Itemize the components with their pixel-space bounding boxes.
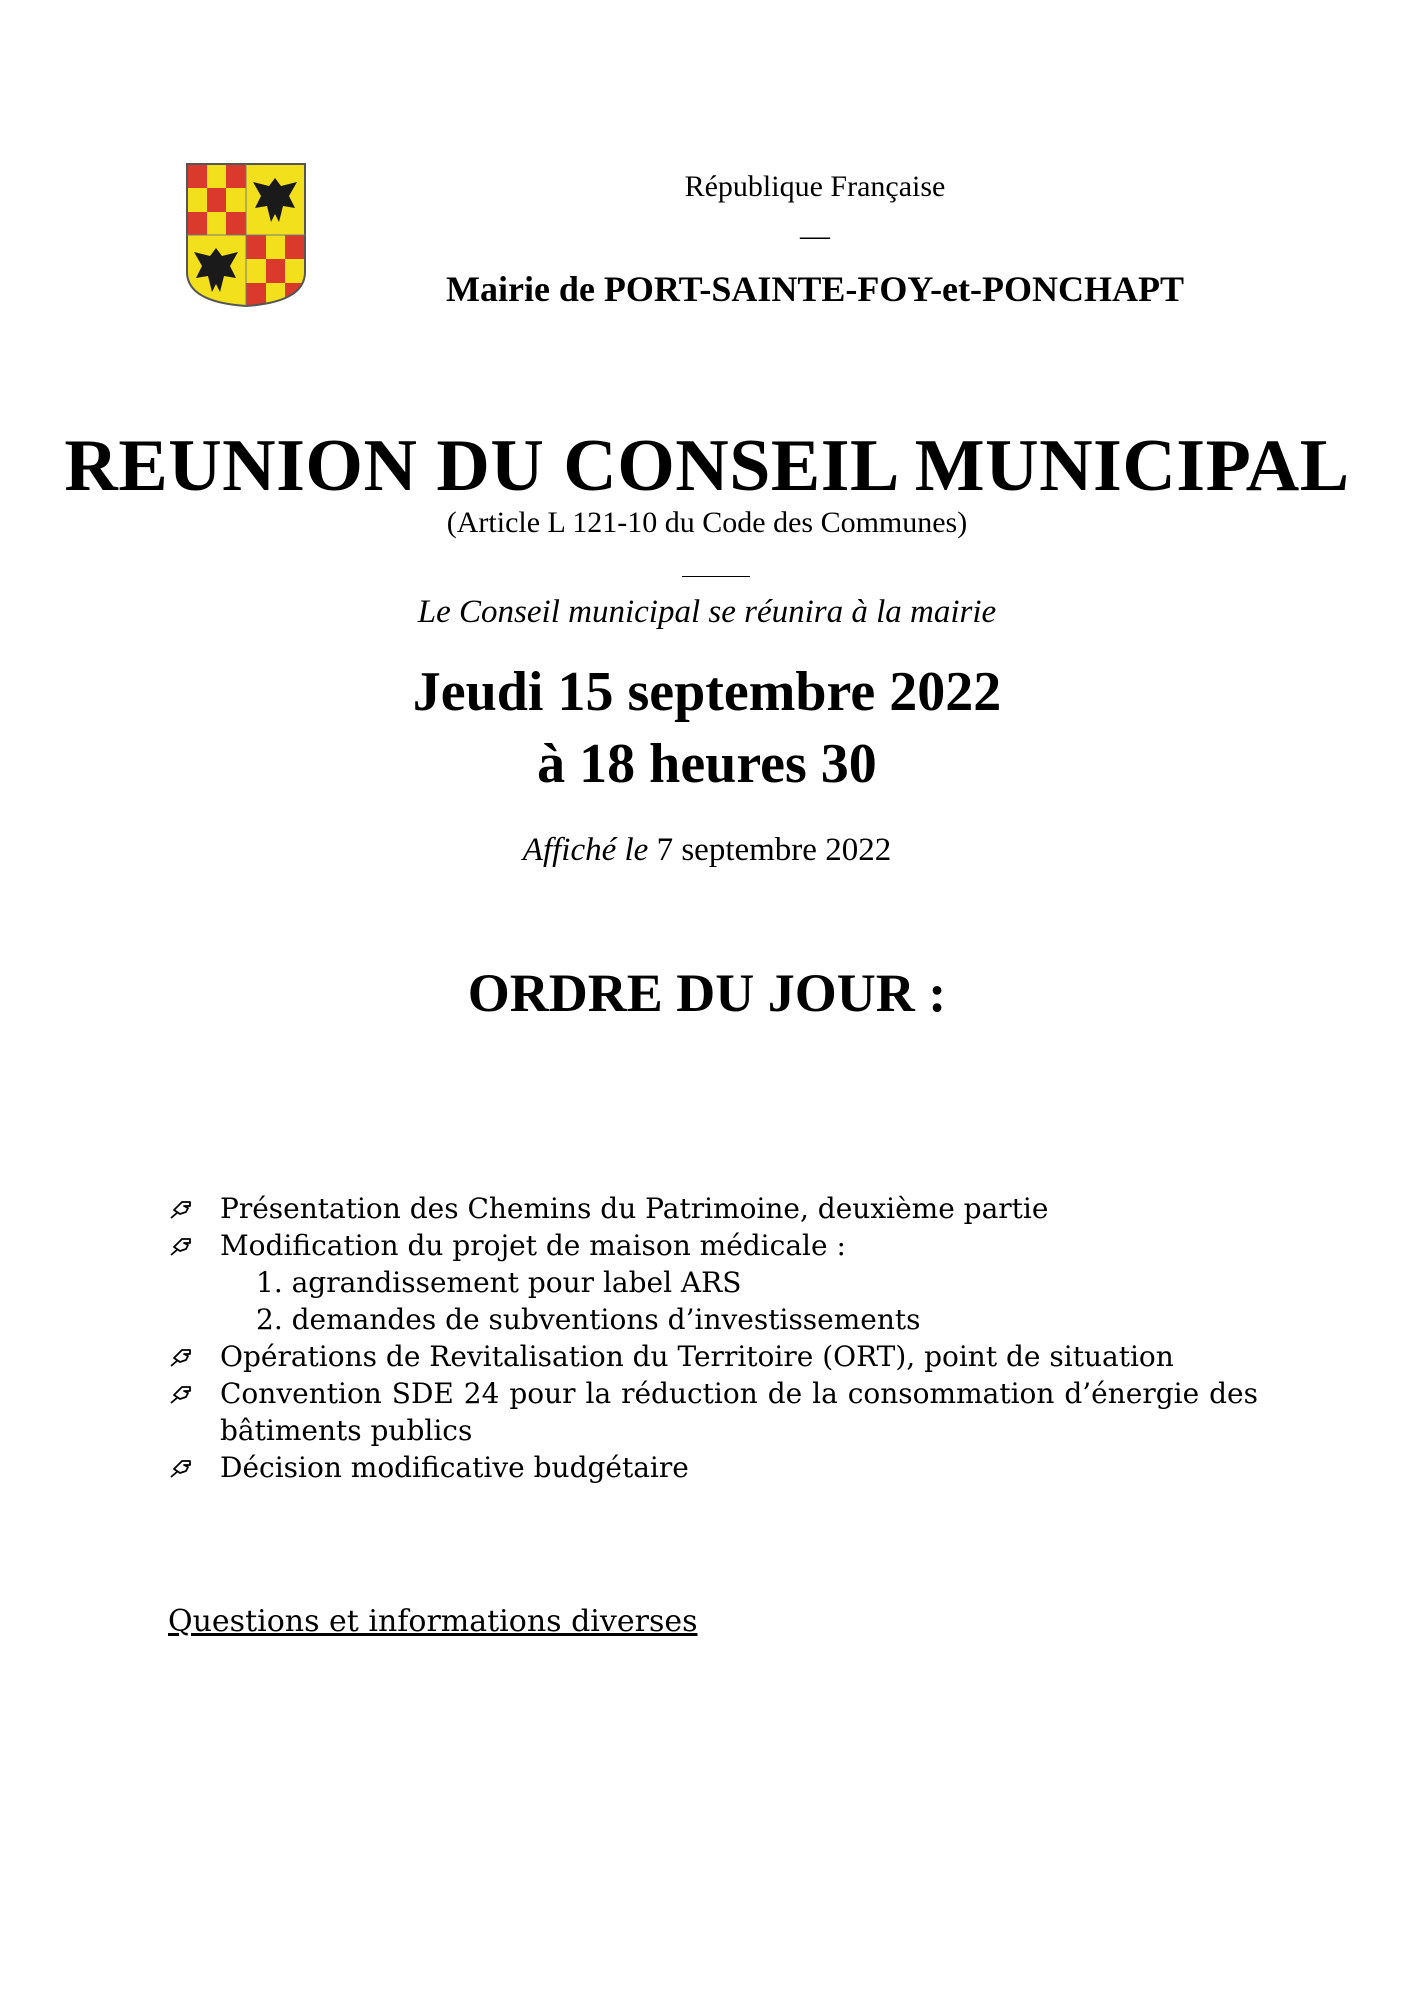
pointing-hand-icon [168, 1196, 196, 1222]
meeting-location-text: Le Conseil municipal se réunira à la mairie [417, 594, 997, 630]
list-item [168, 1375, 1258, 1449]
coat-of-arms-crest [185, 162, 307, 308]
pointing-hand-icon [168, 1455, 196, 1481]
pointing-hand-icon [168, 1381, 196, 1407]
list-item [168, 1449, 1258, 1486]
meeting-date: Jeudi 15 septembre 2022 [412, 661, 1002, 723]
pointing-hand-icon [168, 1233, 196, 1259]
posted-label: Affiché le [522, 832, 649, 868]
meeting-time: à 18 heures 30 [537, 733, 877, 795]
list-item [168, 1338, 1258, 1375]
agenda-subitem: 2. demandes de subventions d’investissements [256, 1303, 921, 1336]
agenda-item-text: Opérations de Revitalisation du Territoire (ORT), point de situation [220, 1340, 1174, 1373]
posted-date [0, 832, 1414, 869]
agenda-list [168, 1190, 1258, 1486]
list-item [168, 1190, 1258, 1227]
agenda-item-text: Modification du projet de maison médicale : [220, 1229, 846, 1262]
agenda-subitem: 1. agrandissement pour label ARS [256, 1266, 742, 1299]
posted-date-value: 7 septembre 2022 [656, 832, 892, 868]
agenda-item-text: Décision modificative budgétaire [220, 1451, 689, 1484]
agenda-item-text: Présentation des Chemins du Patrimoine, deuxième partie [220, 1192, 1049, 1225]
questions-heading: Questions et informations diverses [168, 1604, 698, 1639]
mairie-name: Mairie de PORT-SAINTE-FOY-et-PONCHAPT [445, 269, 1185, 309]
divider [682, 576, 750, 577]
republic-label: République Française [684, 170, 946, 203]
list-item [168, 1227, 1258, 1264]
agenda-title: ORDRE DU JOUR : [467, 963, 947, 1023]
page-title: REUNION DU CONSEIL MUNICIPAL [64, 425, 1350, 507]
header-dash: — [800, 219, 830, 252]
article-reference: (Article L 121-10 du Code des Communes) [446, 506, 968, 539]
pointing-hand-icon [168, 1344, 196, 1370]
agenda-item-text: Convention SDE 24 pour la réduction de la consommation d’énergie des bâtiments publics [220, 1377, 1258, 1447]
